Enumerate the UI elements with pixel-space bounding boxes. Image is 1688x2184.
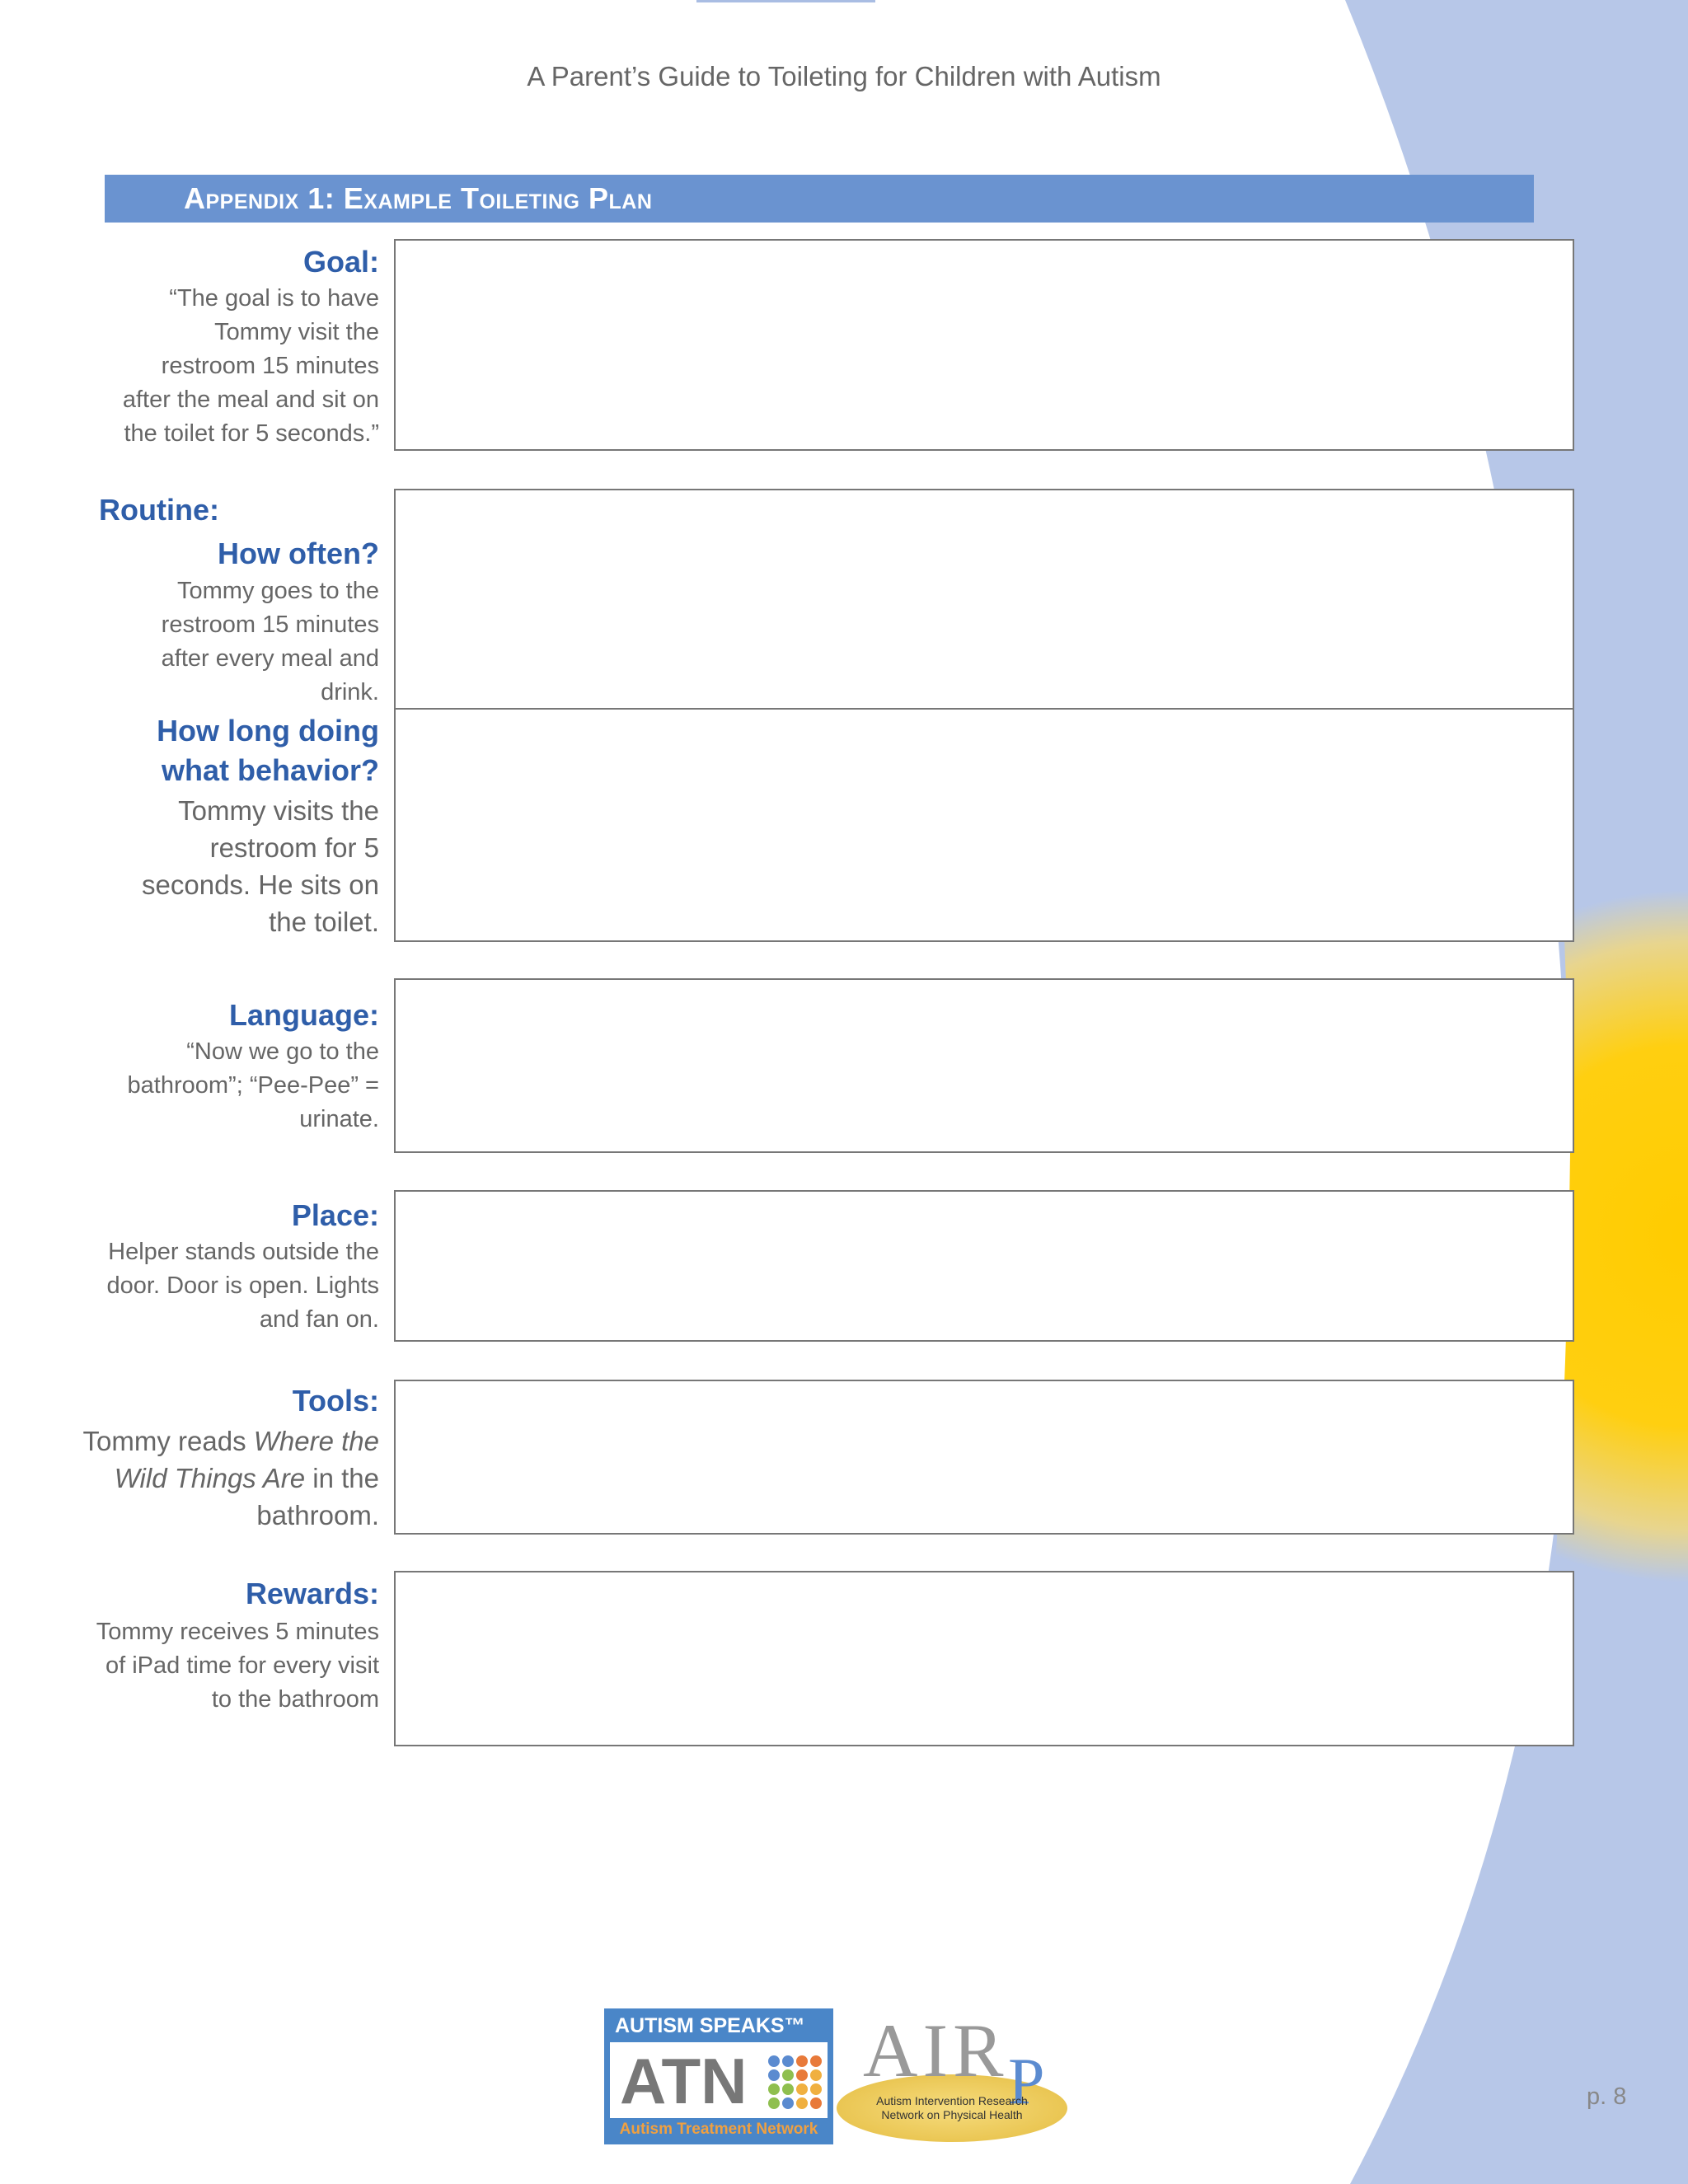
atn-logo xyxy=(604,2008,833,2144)
goal-line: after the meal and sit on xyxy=(122,387,379,413)
routine-input-box[interactable] xyxy=(394,489,1574,942)
language-line: urinate. xyxy=(299,1106,379,1132)
how-long-line: seconds. He sits on xyxy=(142,869,379,900)
goal-line: the toilet for 5 seconds.” xyxy=(124,420,379,447)
rewards-line: of iPad time for every visit xyxy=(106,1652,379,1679)
how-long-line: restroom for 5 xyxy=(209,832,379,863)
book-title-part: Where the xyxy=(253,1426,379,1456)
how-long-label xyxy=(157,711,379,790)
place-description xyxy=(107,1235,379,1337)
rewards-input-box[interactable] xyxy=(394,1571,1574,1746)
how-often-line: Tommy goes to the xyxy=(177,578,379,604)
atn-logo-body xyxy=(610,2042,828,2118)
page-number: p. 8 xyxy=(1587,2083,1627,2110)
tools-line: bathroom. xyxy=(256,1500,379,1530)
language-input-box[interactable] xyxy=(394,978,1574,1153)
atn-dots-icon xyxy=(768,2055,823,2109)
how-long-line: the toilet. xyxy=(269,907,379,937)
how-often-line: restroom 15 minutes xyxy=(161,612,379,638)
autism-speaks-text: AUTISM SPEAKS™ xyxy=(615,2014,805,2037)
goal-description xyxy=(123,282,379,451)
language-description xyxy=(128,1035,379,1137)
rewards-line: to the bathroom xyxy=(211,1686,379,1713)
routine-divider xyxy=(394,708,1574,710)
language-line: bathroom”; “Pee-Pee” = xyxy=(127,1072,379,1099)
tools-text: Tommy reads xyxy=(82,1426,254,1456)
tools-label: Tools: xyxy=(292,1384,379,1418)
language-label: Language: xyxy=(228,998,379,1032)
goal-label: Goal: xyxy=(302,245,379,279)
place-line: door. Door is open. Lights xyxy=(106,1272,379,1299)
airp-p: P xyxy=(1008,2046,1045,2118)
page-header: A Parent’s Guide to Toileting for Children with Autism xyxy=(527,61,1161,91)
airp-subtitle xyxy=(837,2094,1067,2122)
airp-subtitle-line: Autism Intervention Research xyxy=(876,2094,1028,2107)
tools-description xyxy=(83,1422,379,1534)
airp-word: AIR xyxy=(863,2008,1009,2093)
goal-input-box[interactable] xyxy=(394,239,1574,451)
language-line: “Now we go to the xyxy=(186,1038,379,1065)
appendix-banner xyxy=(105,175,1534,223)
atn-text: ATN xyxy=(620,2045,748,2117)
goal-line: Tommy visit the xyxy=(214,319,379,345)
place-input-box[interactable] xyxy=(394,1190,1574,1342)
rewards-label: Rewards: xyxy=(245,1577,379,1610)
airp-subtitle-line: Network on Physical Health xyxy=(881,2108,1023,2121)
appendix-title: Appendix 1: Example Toileting Plan xyxy=(184,181,653,215)
atn-subtitle: Autism Treatment Network xyxy=(619,2121,818,2138)
tools-input-box[interactable] xyxy=(394,1380,1574,1535)
how-long-label-line: what behavior? xyxy=(161,753,379,787)
how-often-line: after every meal and xyxy=(161,645,379,672)
place-line: and fan on. xyxy=(259,1306,379,1333)
rewards-description xyxy=(96,1615,379,1717)
goal-line: restroom 15 minutes xyxy=(161,353,379,379)
place-line: Helper stands outside the xyxy=(108,1239,379,1265)
rewards-line: Tommy receives 5 minutes xyxy=(96,1619,379,1645)
top-tab-decoration xyxy=(696,0,875,2)
airp-logo xyxy=(828,2008,1100,2149)
how-often-description xyxy=(162,574,379,710)
tools-line xyxy=(83,1460,379,1497)
place-label: Place: xyxy=(291,1198,379,1232)
tools-text: in the xyxy=(305,1463,379,1493)
goal-line: “The goal is to have xyxy=(169,285,379,312)
how-often-line: drink. xyxy=(321,679,379,705)
how-long-description xyxy=(142,792,379,940)
how-often-label: How often? xyxy=(218,537,379,570)
routine-label: Routine: xyxy=(99,493,219,527)
how-long-line: Tommy visits the xyxy=(178,795,379,826)
tools-line xyxy=(83,1422,379,1460)
book-title-part: Wild Things Are xyxy=(114,1463,306,1493)
how-long-label-line: How long doing xyxy=(157,714,379,748)
